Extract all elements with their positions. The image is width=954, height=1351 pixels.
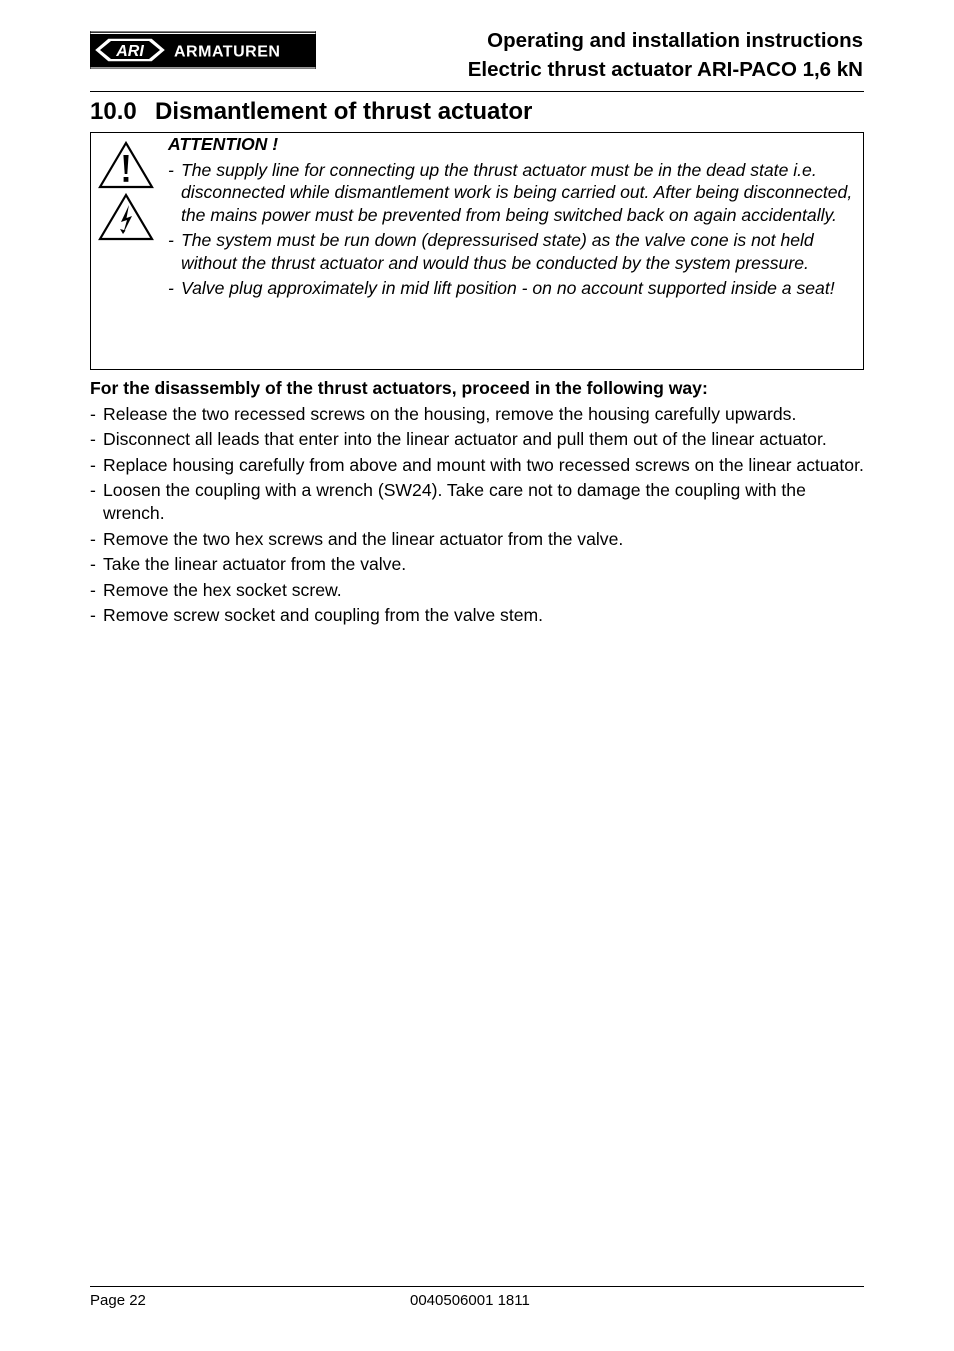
procedure-step — [90, 454, 864, 477]
list-dash: - — [168, 230, 174, 250]
section-number: 10.0 — [90, 98, 137, 125]
list-dash: - — [90, 480, 96, 500]
attention-item-text: The supply line for connecting up the thrust actuator must be in the dead state i.e. disconnected while dismantlement work is being carried out. After being disconnected, the mains power must be prevented from being switched back on again accidentally. — [181, 159, 853, 225]
document-number: 0040506001 1811 — [410, 1292, 530, 1309]
list-dash: - — [90, 454, 96, 475]
procedure-step-text: Loosen the coupling with a wrench (SW24). Take care not to damage the coupling with the wrench. — [103, 480, 806, 523]
svg-text:ARI: ARI — [116, 43, 144, 60]
warning-triangle-icon — [97, 140, 155, 190]
procedure-step-text: Take the linear actuator from the valve. — [103, 554, 407, 574]
attention-item — [168, 229, 858, 274]
attention-item — [168, 159, 858, 227]
list-dash: - — [90, 429, 96, 449]
procedure-step-text: Remove the two hex screws and the linear actuator from the valve. — [103, 528, 624, 549]
procedure-step-text: Release the two recessed screws on the housing, remove the housing carefully upwards. — [103, 403, 797, 424]
svg-text:ARMATUREN: ARMATUREN — [174, 43, 281, 61]
list-dash: - — [168, 278, 174, 298]
procedure-step — [90, 428, 864, 451]
attention-item — [168, 277, 858, 300]
attention-item-text: Valve plug approximately in mid lift position - on no account supported inside a seat! — [181, 278, 835, 298]
procedure-step — [90, 479, 864, 525]
ari-armaturen-logo — [90, 31, 316, 69]
attention-content — [168, 133, 858, 303]
header-title-line-1: Operating and installation instructions — [487, 29, 863, 52]
document-header-title — [468, 26, 863, 84]
list-dash: - — [90, 605, 96, 625]
procedure-step-text: Replace housing carefully from above and mount with two recessed screws on the linear actuator. — [103, 454, 864, 475]
procedure-step — [90, 528, 864, 551]
procedure-step-text: Remove the hex socket screw. — [103, 579, 342, 600]
list-dash: - — [168, 159, 174, 180]
procedure-step — [90, 403, 864, 426]
procedure-step — [90, 604, 864, 627]
page-number: Page 22 — [90, 1292, 146, 1309]
procedure-heading: For the disassembly of the thrust actuators, proceed in the following way: — [90, 378, 708, 398]
procedure-step-text: Remove screw socket and coupling from the valve stem. — [103, 605, 544, 625]
list-dash: - — [90, 528, 96, 549]
list-dash: - — [90, 579, 96, 600]
header-title-line-2: Electric thrust actuator ARI-PACO 1,6 kN — [467, 58, 863, 81]
footer-divider — [90, 1286, 864, 1287]
list-dash: - — [90, 554, 96, 574]
header-divider — [90, 91, 864, 92]
section-heading — [90, 97, 532, 127]
attention-item-text: The system must be run down (depressurised state) as the valve cone is not held without the thrust actuator and would thus be conducted by the system pressure. — [181, 230, 814, 273]
list-dash: - — [90, 403, 96, 424]
section-title: Dismantlement of thrust actuator — [155, 98, 533, 125]
procedure-step — [90, 553, 864, 576]
disassembly-procedure — [90, 377, 864, 630]
procedure-step-text: Disconnect all leads that enter into the linear actuator and pull them out of the linear actuator. — [103, 429, 827, 449]
attention-title: ATTENTION ! — [168, 134, 279, 154]
high-voltage-icon — [97, 192, 155, 242]
procedure-step — [90, 579, 864, 602]
attention-box — [90, 132, 864, 370]
